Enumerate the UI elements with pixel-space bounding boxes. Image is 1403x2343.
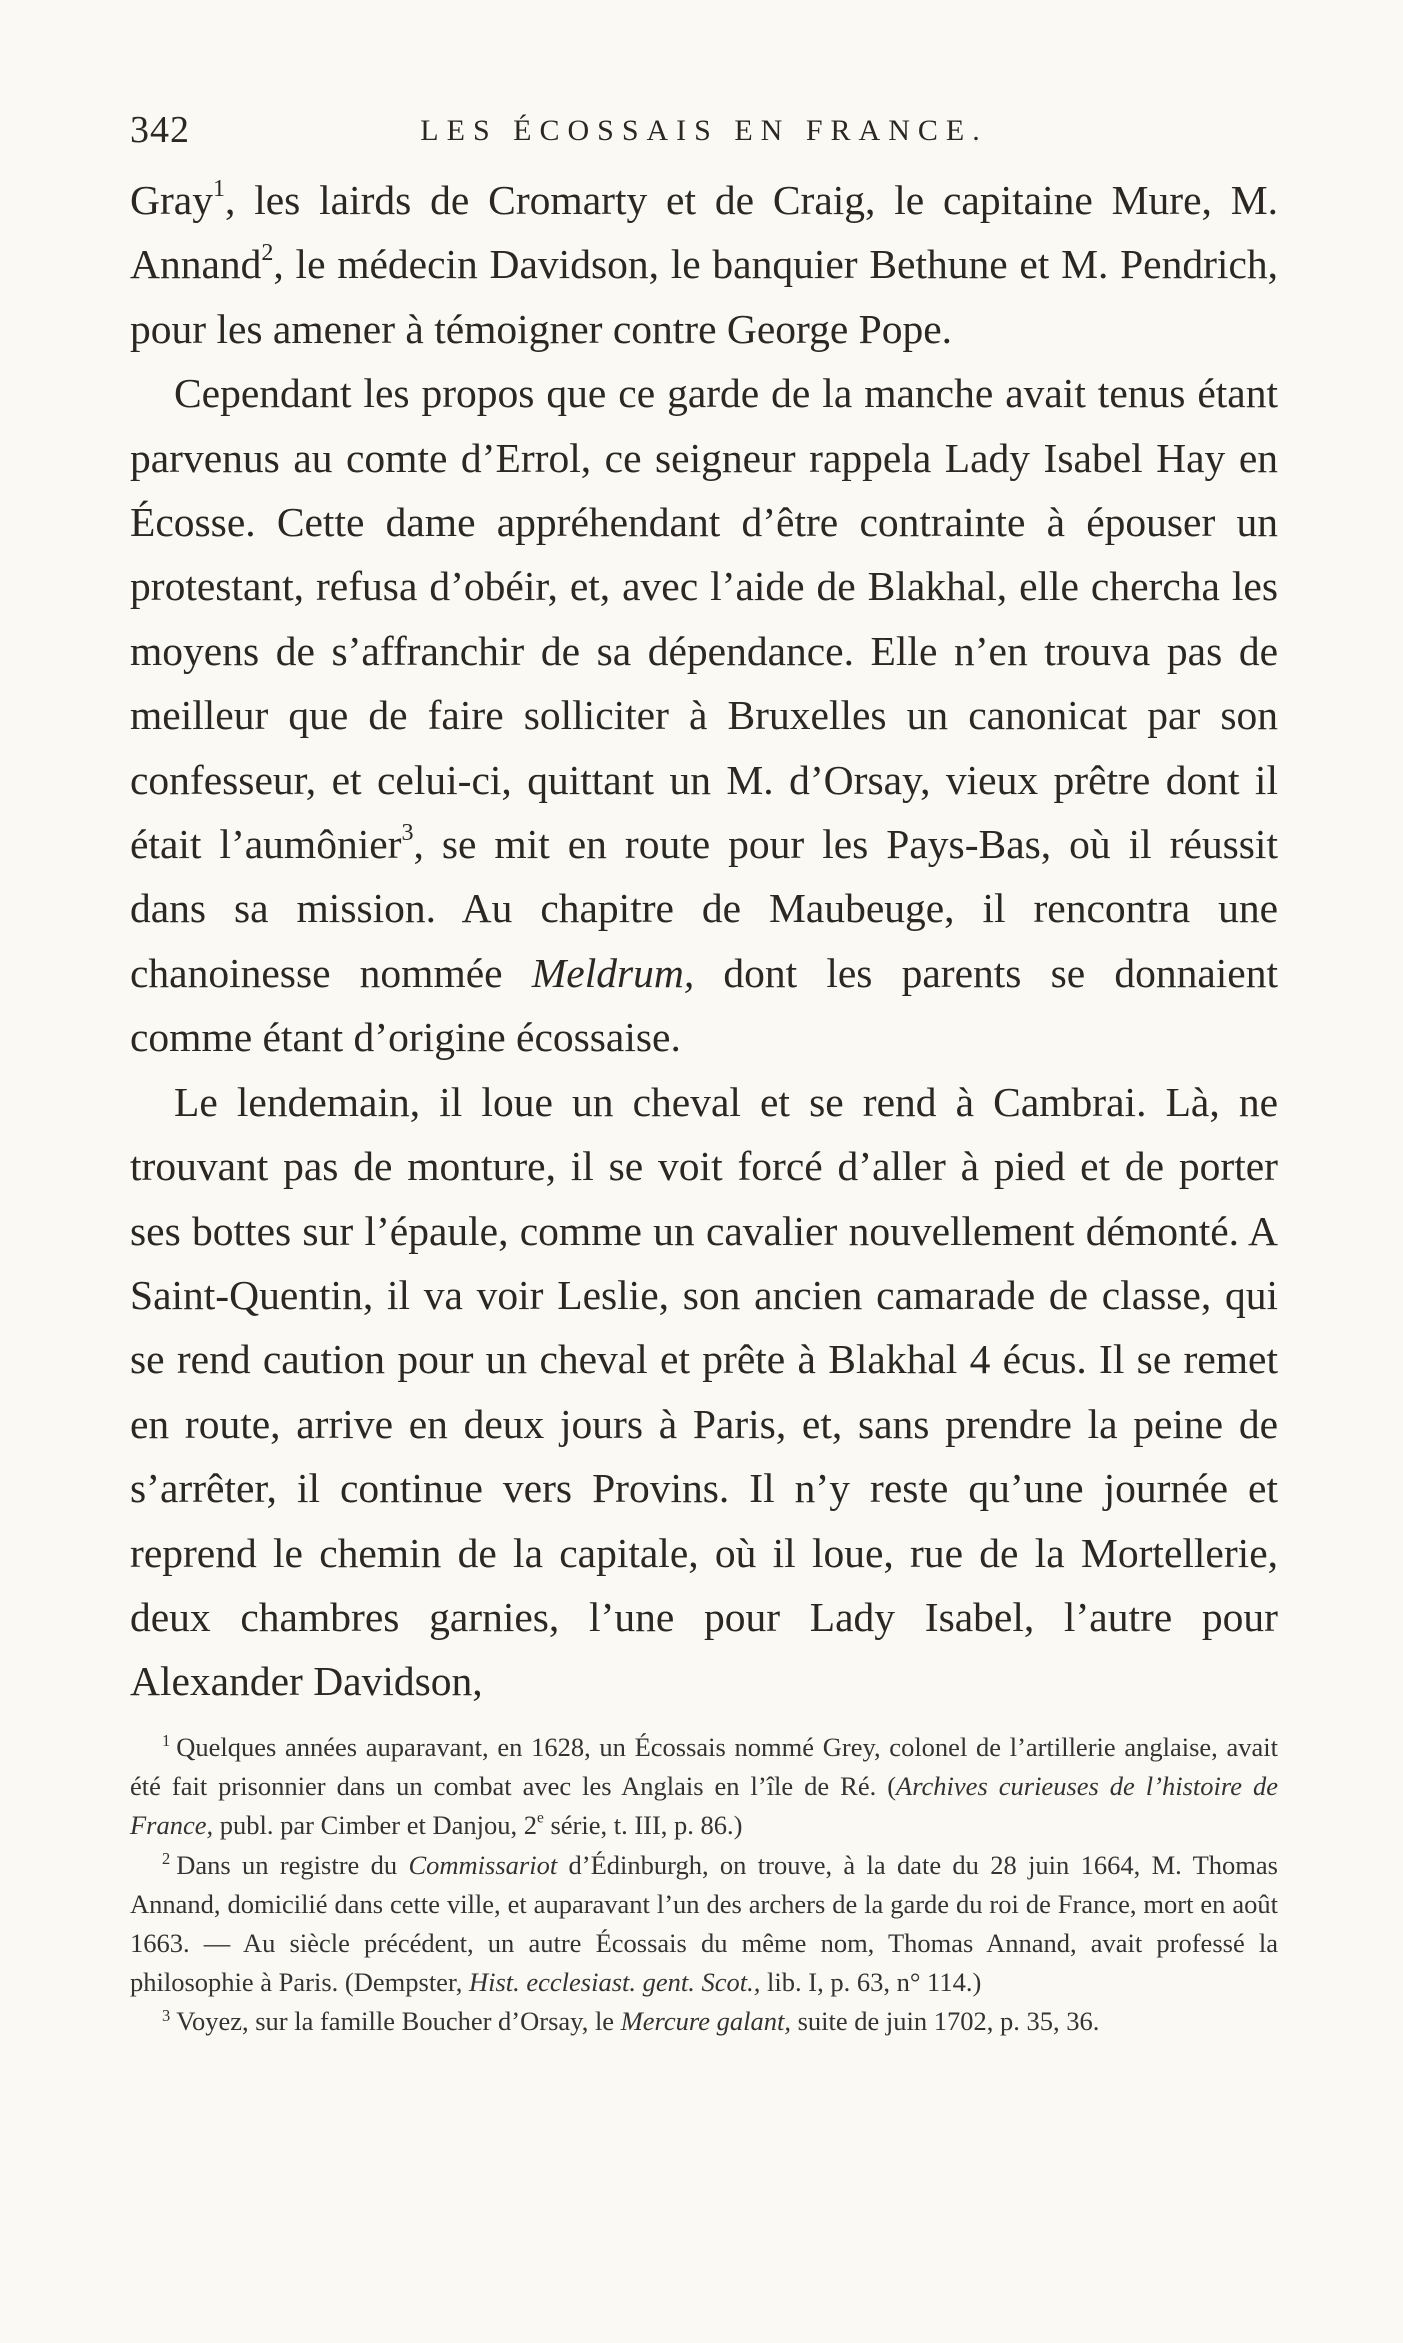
text-run: Gray — [130, 177, 213, 223]
text-run: Voyez, sur la famille Boucher d’Orsay, le — [176, 2006, 621, 2037]
footnote-3 — [130, 2002, 1278, 2041]
main-text — [130, 168, 1278, 1714]
text-run: publ. par Cimber et Danjou, 2 — [213, 1810, 537, 1841]
footnote-1 — [130, 1728, 1278, 1846]
footnote-ref-3[interactable]: 3 — [401, 820, 414, 847]
footnote-ref-2[interactable]: 2 — [261, 240, 274, 267]
footnote-mark: 2 — [162, 1848, 171, 1868]
italic-name: Meldrum, — [531, 949, 695, 996]
text-run: dont les parents se donnaient comme étant d’origine écossaise. — [130, 949, 1278, 1061]
footnote-ref-1[interactable]: 1 — [212, 175, 225, 202]
text-run: , les lairds de Cromarty et de Craig, le capitaine Mure, M. Annand — [130, 177, 1278, 288]
text-run: Quelques années auparavant, en 1628, un Écossais nommé Grey, colonel de l’artillerie anglaise, avait été fait prisonnier dans un combat avec les Anglais en l’île de Ré. ( — [130, 1732, 1278, 1802]
footnote-2 — [130, 1846, 1278, 2003]
running-title: LES ÉCOSSAIS EN FRANCE. — [420, 114, 988, 147]
italic-title: Commissariot — [408, 1849, 558, 1880]
paragraph-1 — [130, 168, 1278, 361]
paragraph-2 — [130, 361, 1278, 1069]
text-run: suite de juin 1702, p. 35, 36. — [790, 2006, 1100, 2037]
footnotes — [130, 1728, 1278, 2042]
page-header — [130, 108, 1278, 158]
text-run: , le médecin Davidson, le banquier Bethune et M. Pendrich, pour les amener à témoigner contre George Pope. — [130, 241, 1278, 352]
text-run: , se mit en route pour les Pays-Bas, où il réussit dans sa mission. Au chapitre de Maubeuge, il rencontra une chanoinesse nommée — [130, 821, 1278, 996]
footnote-mark: 3 — [162, 2005, 171, 2025]
italic-title: Mercure galant, — [620, 2006, 791, 2037]
page-number: 342 — [130, 109, 190, 151]
italic-title: Hist. ecclesiast. gent. Scot., — [468, 1967, 761, 1998]
italic-title: Archives curieuses de l’histoire de France, — [130, 1771, 1278, 1841]
text-run: Dans un registre du — [176, 1849, 409, 1880]
superscript: e — [536, 1809, 544, 1827]
paragraph-3: Le lendemain, il loue un cheval et se rend à Cambrai. Là, ne trouvant pas de monture, il se voit forcé d’aller à pied et de porter ses bottes sur l’épaule, comme un cavalier nouvellement démonté. A Saint-Quentin, il va voir Leslie, son ancien camarade de classe, qui se rend caution pour un cheval et prête à Blakhal 4 écus. Il se remet en route, arrive en deux jours à Paris, et, sans prendre la peine de s’arrêter, il continue vers Provins. Il n’y reste qu’une journée et reprend le chemin de la capitale, où il loue, rue de la Mortellerie, deux chambres garnies, l’une pour Lady Isabel, l’autre pour Alexander Davidson, — [130, 1078, 1278, 1705]
text-run: Cependant les propos que ce garde de la manche avait tenus étant parvenus au comte d’Errol, ce seigneur rappela Lady Isabel Hay en Écosse. Cette dame appréhendant d’être contrainte à épouser un protestant, refusa d’obéir, et, avec l’aide de Blakhal, elle chercha les moyens de s’affranchir de sa dépendance. Elle n’en trouva pas de meilleur que de faire solliciter à Bruxelles un canonicat par son confesseur, et celui-ci, quittant un M. d’Orsay, vieux prêtre dont il était l’aumônier — [130, 370, 1278, 868]
text-run: d’Édinburgh, on trouve, à la date du 28 juin 1664, M. Thomas Annand, domicilié dans cette ville, et auparavant l’un des archers de la garde du roi de France, mort en août 1663. — Au siècle précédent, un autre Écossais du même nom, Thomas Annand, avait professé la philosophie à Paris. (Dempster, — [130, 1849, 1278, 1998]
text-run: série, t. III, p. 86.) — [543, 1810, 743, 1841]
footnote-mark: 1 — [162, 1731, 171, 1751]
text-run: lib. I, p. 63, n° 114.) — [760, 1967, 982, 1998]
